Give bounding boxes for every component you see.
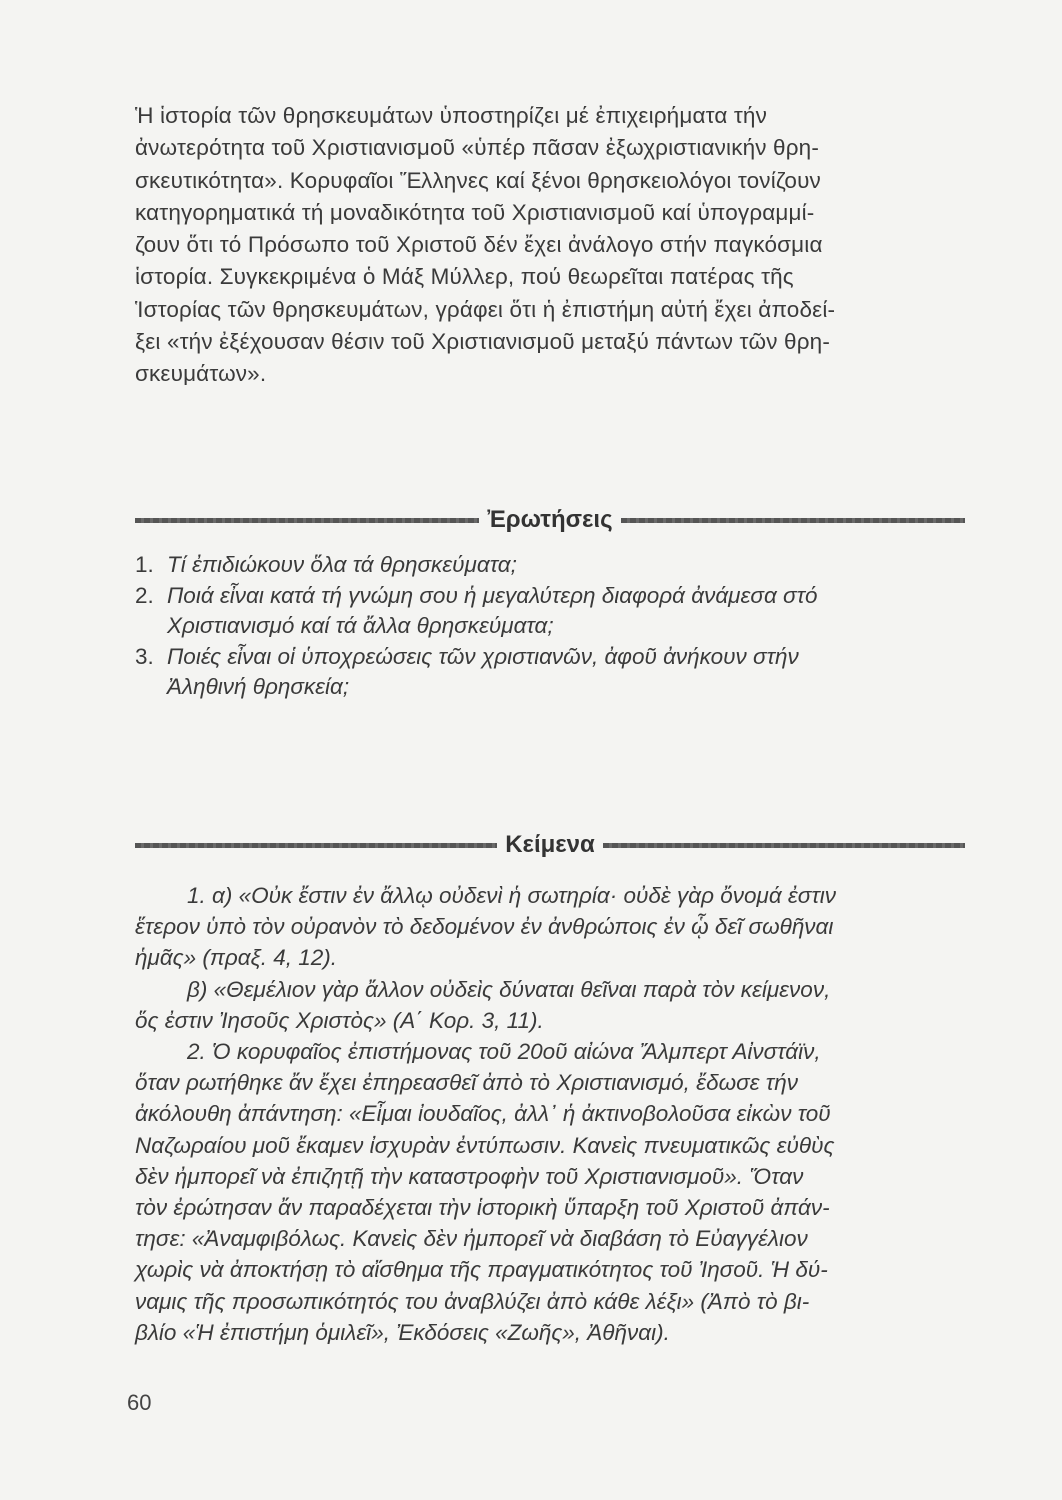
text-line: βλίο «Ἡ ἐπιστήμη ὁμιλεῖ», Ἐκδόσεις «Ζωῆς», Ἀθῆναι). [135,1319,670,1345]
question-text-continuation: Ἀληθινή θρησκεία; [167,674,350,699]
texts-body [135,880,965,1348]
questions-list [135,550,965,703]
text-line: ναμις τῆς προσωπικότητός του ἀναβλύζει ἀπὸ κάθε λέξι» (Ἀπὸ τὸ βι- [135,1288,810,1314]
intro-paragraph-container [135,100,965,391]
question-item [135,642,965,703]
text-line: δὲν ἠμπορεῖ νὰ ἐπιζητῇ τὴν καταστροφὴν τοῦ Χριστιανισμοῦ». Ὅταν [135,1163,804,1189]
question-text: Τί ἐπιδιώκουν ὅλα τά θρησκεύματα; [167,552,517,577]
page-number: 60 [127,1390,152,1415]
text-line: 1. α) «Οὐκ ἔστιν ἐν ἄλλῳ οὐδενὶ ἡ σωτηρία· οὐδὲ γὰρ ὄνομά ἐστιν [187,883,837,908]
intro-paragraph [135,100,965,391]
question-item [135,550,965,581]
intro-line: ξει «τήν ἐξέχουσαν θέσιν τοῦ Χριστιανισμοῦ μεταξύ πάντων τῶν θρη- [135,329,830,355]
text-line: τὸν ἐρώτησαν ἄν παραδέχεται τὴν ἱστορικὴ ὕπαρξη τοῦ Χριστοῦ ἀπάν- [135,1195,830,1221]
question-item [135,581,965,642]
text-line: ἀκόλουθη ἀπάντηση: «Εἶμαι ἰουδαῖος, ἀλλ᾽ ἡ ἀκτινοβολοῦσα εἰκὼν τοῦ [135,1101,831,1127]
question-text: Ποιά εἶναι κατά τή γνώμη σου ἡ μεγαλύτερη διαφορά ἀνάμεσα στό [167,582,818,608]
question-number: 2. [135,582,154,608]
text-line: χωρὶς νὰ ἀποκτήσῃ τὸ αἴσθημα τῆς πραγματικότητος τοῦ Ἰησοῦ. Ἡ δύ- [135,1257,828,1283]
intro-line: Ἱστορίας τῶν θρησκευμάτων, γράφει ὅτι ἡ ἐπιστήμη αὐτή ἔχει ἀποδεί- [135,296,836,322]
intro-line: ἀνωτερότητα τοῦ Χριστιανισμοῦ «ὑπέρ πᾶσαν ἐξωχριστιανικήν θρη- [135,135,819,161]
right-rule [603,843,965,848]
text-line: ἡμᾶς» (πραξ. 4, 12). [135,945,337,971]
intro-line: Ἡ ἱστορία τῶν θρησκευμάτων ὑποστηρίζει μέ ἐπιχειρήματα τήν [135,103,767,128]
question-text: Ποιές εἶναι οἱ ὑποχρεώσεις τῶν χριστιανῶν, ἀφοῦ ἀνήκουν στήν [167,643,799,669]
text-line: 2. Ὁ κορυφαῖος ἐπιστήμονας τοῦ 20οῦ αἰώνα Ἄλμπερτ Αἰνστάϊν, [187,1039,821,1065]
left-rule [135,518,479,523]
texts-section-title: Κείμενα [505,831,595,858]
question-number: 3. [135,643,154,669]
left-rule [135,843,497,848]
intro-line: ζουν ὅτι τό Πρόσωπο τοῦ Χριστοῦ δέν ἔχει ἀνάλογο στήν παγκόσμια [135,232,823,258]
intro-line: σκευμάτων». [135,361,267,387]
text-line: ὅς ἐστιν Ἰησοῦς Χριστὸς» (Α΄ Κορ. 3, 11). [135,1007,544,1033]
question-text-continuation: Χριστιανισμό καί τά ἄλλα θρησκεύματα; [167,613,554,638]
questions-section-title: Ἐρωτήσεις [487,506,613,533]
question-number: 1. [135,552,154,577]
intro-line: κατηγορηματικά τή μοναδικότητα τοῦ Χριστιανισμοῦ καί ὑπογραμμί- [135,199,815,225]
text-line: ἕτερον ὑπὸ τὸν οὐρανὸν τὸ δεδομένον ἐν ἀνθρώποις ἐν ᾧ δεῖ σωθῆναι [135,914,834,940]
texts-section-header [135,830,965,860]
text-line: Ναζωραίου μοῦ ἔκαμεν ἰσχυρὰν ἐντύπωσιν. Κανεὶς πνευματικῶς εὐθὺς [135,1132,835,1158]
right-rule [621,518,965,523]
text-line: τησε: «Ἀναμφιβόλως. Κανεὶς δὲν ἠμπορεῖ νὰ διαβάση τὸ Εὐαγγέλιον [135,1226,808,1252]
questions-section-header [135,505,965,535]
text-line: ὅταν ρωτήθηκε ἄν ἔχει ἐπηρεασθεῖ ἀπὸ τὸ Χριστιανισμό, ἔδωσε τήν [135,1070,798,1096]
text-line: β) «Θεμέλιον γὰρ ἄλλον οὐδεὶς δύναται θεῖναι παρὰ τὸν κείμενον, [187,976,831,1002]
intro-line: ἱστορία. Συγκεκριμένα ὁ Μάξ Μύλλερ, πού θεωρεῖται πατέρας τῆς [135,264,794,290]
intro-line: σκευτικότητα». Κορυφαῖοι Ἕλληνες καί ξένοι θρησκειολόγοι τονίζουν [135,167,821,193]
